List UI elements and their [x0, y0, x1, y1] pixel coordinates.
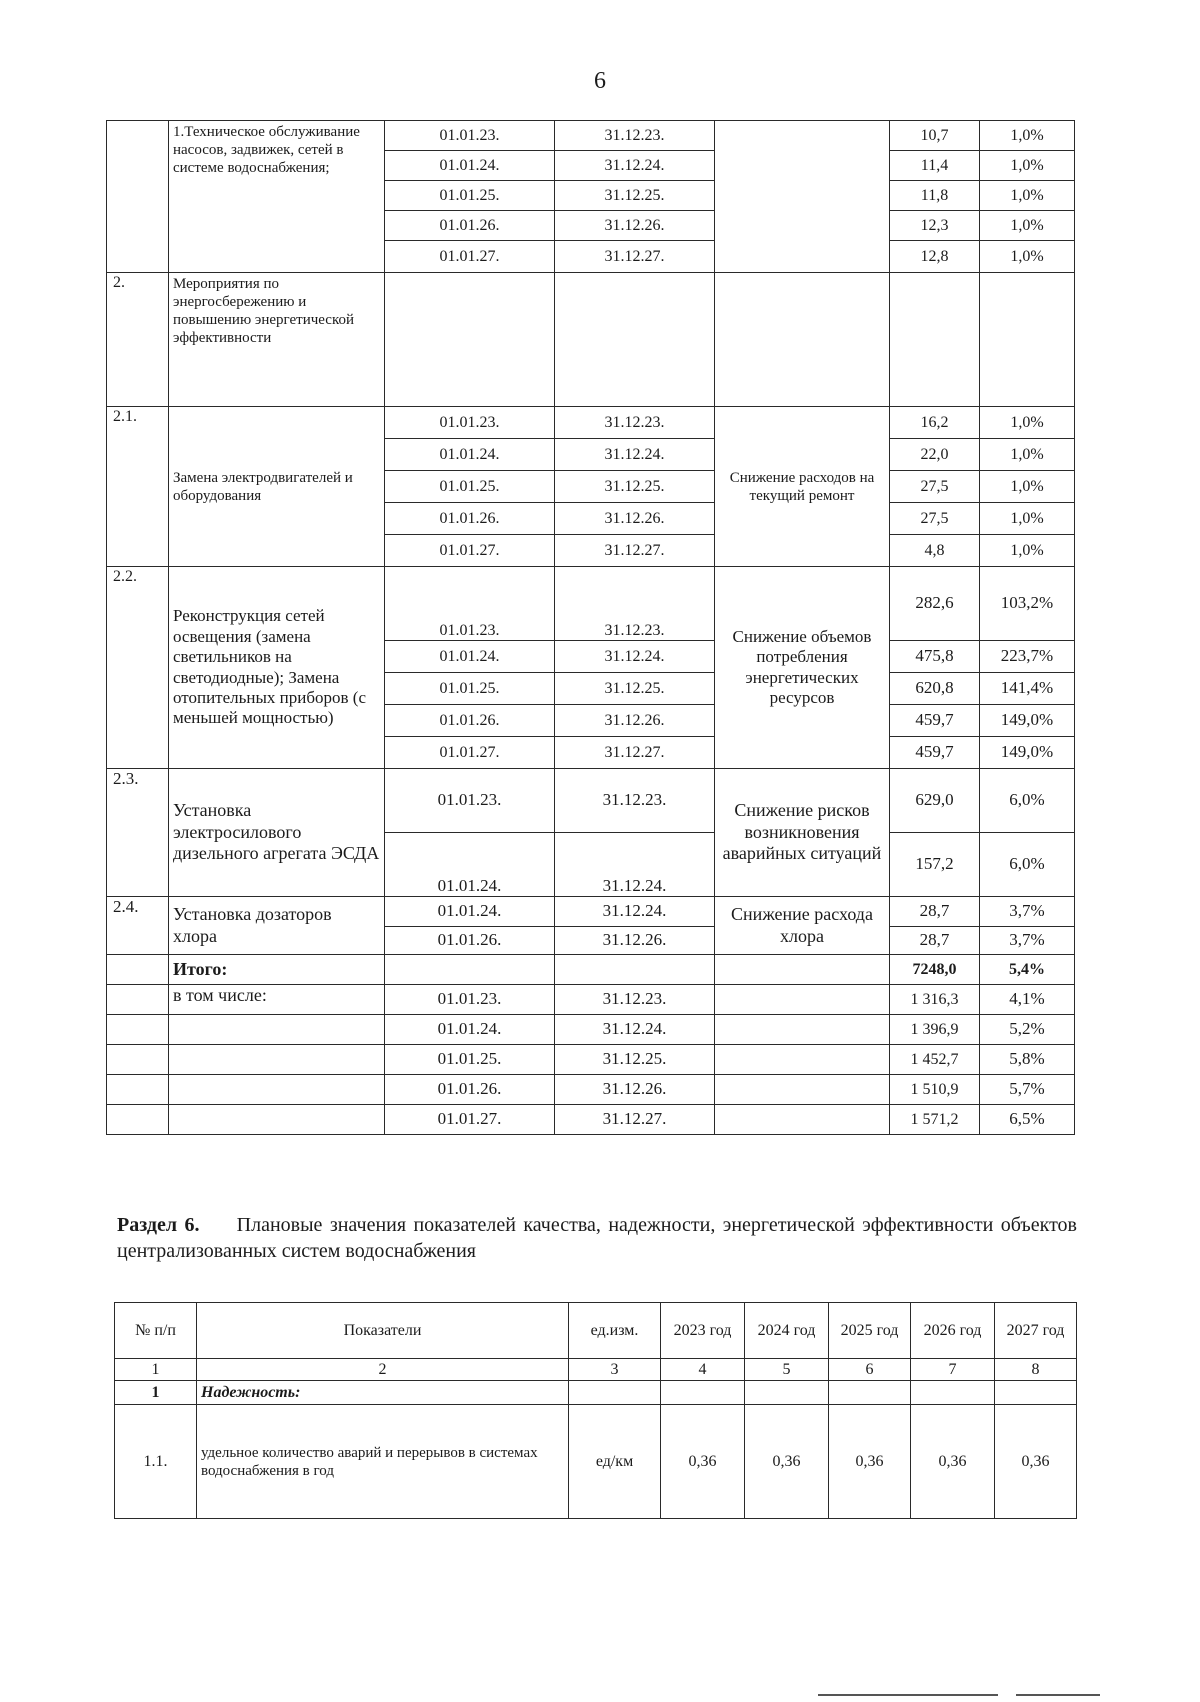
percent-value: 6,0%: [980, 769, 1075, 833]
percent-value: 3,7%: [980, 897, 1075, 927]
percent-value: 5,2%: [980, 1015, 1075, 1045]
end-date: 31.12.24.: [555, 897, 715, 927]
percent-value: 3,7%: [980, 927, 1075, 955]
table-row: [107, 121, 1075, 151]
cost-value: 12,3: [890, 211, 980, 241]
group-label: Надежность:: [197, 1381, 569, 1405]
end-date: 31.12.27.: [555, 737, 715, 769]
row-number: [107, 121, 169, 273]
end-date: 31.12.23.: [555, 407, 715, 439]
header-year: 2025 год: [829, 1303, 911, 1359]
cost-value: 629,0: [890, 769, 980, 833]
table-row: [107, 567, 1075, 641]
total-percent: 5,4%: [980, 955, 1075, 985]
end-date: 31.12.26.: [555, 503, 715, 535]
end-date: 31.12.24.: [555, 1015, 715, 1045]
table-row: [107, 273, 1075, 407]
start-date: 01.01.23.: [385, 985, 555, 1015]
end-date: 31.12.26.: [555, 705, 715, 737]
cost-value: 16,2: [890, 407, 980, 439]
start-date: 01.01.24.: [385, 641, 555, 673]
cost-value: 459,7: [890, 737, 980, 769]
table-row: [107, 1045, 1075, 1075]
cost-value: 28,7: [890, 927, 980, 955]
start-date: 01.01.26.: [385, 211, 555, 241]
cost-value: 27,5: [890, 471, 980, 503]
end-date: 31.12.26.: [555, 211, 715, 241]
percent-value: 149,0%: [980, 705, 1075, 737]
start-date: 01.01.24.: [385, 151, 555, 181]
cost-value: 11,4: [890, 151, 980, 181]
indicators-table: [114, 1302, 1077, 1519]
cost-value: 12,8: [890, 241, 980, 273]
start-date: 01.01.26.: [385, 705, 555, 737]
measure-name: Реконструкция сетей освещения (замена светильников на светодиодные); Замена отопительных приборов (с меньшей мощностью): [169, 567, 385, 769]
row-number: 2.: [107, 273, 169, 407]
header-row: [115, 1303, 1077, 1359]
expected-result: Снижение расходов на текущий ремонт: [715, 407, 890, 567]
cost-value: 28,7: [890, 897, 980, 927]
end-date: 31.12.24.: [555, 439, 715, 471]
start-date: 01.01.24.: [385, 833, 555, 897]
end-date: 31.12.27.: [555, 241, 715, 273]
end-date: 31.12.27.: [555, 535, 715, 567]
column-number: 8: [995, 1359, 1077, 1381]
percent-value: 1,0%: [980, 407, 1075, 439]
indicator-value: 0,36: [911, 1405, 995, 1519]
percent-value: 5,8%: [980, 1045, 1075, 1075]
end-date: 31.12.25.: [555, 1045, 715, 1075]
column-number: 3: [569, 1359, 661, 1381]
end-date: 31.12.24.: [555, 151, 715, 181]
start-date: 01.01.23.: [385, 567, 555, 641]
measure-name: 1.Техническое обслуживание насосов, задвижек, сетей в системе водоснабжения;: [169, 121, 385, 273]
group-row: [115, 1381, 1077, 1405]
header-year: 2023 год: [661, 1303, 745, 1359]
row-number: 2.4.: [107, 897, 169, 955]
table-row: [107, 407, 1075, 439]
end-date: 31.12.23.: [555, 567, 715, 641]
percent-value: 1,0%: [980, 535, 1075, 567]
start-date: 01.01.25.: [385, 1045, 555, 1075]
footer-rule: [818, 1694, 998, 1696]
cost-value: 1 316,3: [890, 985, 980, 1015]
expected-result: Снижение объемов потребления энергетических ресурсов: [715, 567, 890, 769]
start-date: 01.01.23.: [385, 121, 555, 151]
start-date: 01.01.24.: [385, 1015, 555, 1045]
total-row: [107, 955, 1075, 985]
start-date: 01.01.25.: [385, 673, 555, 705]
total-value: 7248,0: [890, 955, 980, 985]
end-date: 31.12.24.: [555, 641, 715, 673]
indicator-value: 0,36: [995, 1405, 1077, 1519]
column-number: 4: [661, 1359, 745, 1381]
expected-result: [715, 121, 890, 273]
section-heading: [117, 1212, 1077, 1264]
percent-value: 1,0%: [980, 241, 1075, 273]
row-number: 2.3.: [107, 769, 169, 897]
end-date: 31.12.23.: [555, 121, 715, 151]
cost-value: 157,2: [890, 833, 980, 897]
header-year: 2024 год: [745, 1303, 829, 1359]
table-row: [107, 1075, 1075, 1105]
percent-value: 1,0%: [980, 151, 1075, 181]
cost-value: 282,6: [890, 567, 980, 641]
indicator-number: 1.1.: [115, 1405, 197, 1519]
cost-value: 27,5: [890, 503, 980, 535]
end-date: 31.12.24.: [555, 833, 715, 897]
cost-value: 620,8: [890, 673, 980, 705]
start-date: 01.01.24.: [385, 897, 555, 927]
end-date: 31.12.25.: [555, 471, 715, 503]
row-number: 2.1.: [107, 407, 169, 567]
indicator-value: 0,36: [661, 1405, 745, 1519]
percent-value: 141,4%: [980, 673, 1075, 705]
row-number: 2.2.: [107, 567, 169, 769]
indicator-name: удельное количество аварий и перерывов в системах водоснабжения в год: [197, 1405, 569, 1519]
percent-value: 6,0%: [980, 833, 1075, 897]
percent-value: 6,5%: [980, 1105, 1075, 1135]
expected-result: Снижение расхода хлора: [715, 897, 890, 955]
start-date: 01.01.27.: [385, 737, 555, 769]
table-row: [107, 1015, 1075, 1045]
percent-value: 5,7%: [980, 1075, 1075, 1105]
column-number: 7: [911, 1359, 995, 1381]
including-label: в том числе:: [169, 985, 385, 1015]
percent-value: 1,0%: [980, 181, 1075, 211]
header-indicator: Показатели: [197, 1303, 569, 1359]
section-label: Раздел 6.: [117, 1214, 200, 1236]
cost-value: 459,7: [890, 705, 980, 737]
percent-value: 103,2%: [980, 567, 1075, 641]
indicator-value: 0,36: [829, 1405, 911, 1519]
column-number: 2: [197, 1359, 569, 1381]
start-date: 01.01.27.: [385, 241, 555, 273]
start-date: 01.01.27.: [385, 1105, 555, 1135]
cost-value: 4,8: [890, 535, 980, 567]
end-date: 31.12.26.: [555, 1075, 715, 1105]
percent-value: 1,0%: [980, 471, 1075, 503]
indicator-unit: ед/км: [569, 1405, 661, 1519]
header-number: № п/п: [115, 1303, 197, 1359]
cost-value: 1 452,7: [890, 1045, 980, 1075]
group-number: 1: [115, 1381, 197, 1405]
cost-value: 11,8: [890, 181, 980, 211]
start-date: 01.01.25.: [385, 471, 555, 503]
cost-value: 1 571,2: [890, 1105, 980, 1135]
start-date: 01.01.27.: [385, 535, 555, 567]
total-label: Итого:: [169, 955, 385, 985]
start-date: 01.01.26.: [385, 927, 555, 955]
end-date: 31.12.27.: [555, 1105, 715, 1135]
table-row: [107, 769, 1075, 833]
percent-value: 1,0%: [980, 121, 1075, 151]
percent-value: 149,0%: [980, 737, 1075, 769]
cost-value: 1 510,9: [890, 1075, 980, 1105]
cost-value: 1 396,9: [890, 1015, 980, 1045]
footer-rule: [1016, 1694, 1100, 1696]
header-year: 2027 год: [995, 1303, 1077, 1359]
header-year: 2026 год: [911, 1303, 995, 1359]
table-row: [107, 897, 1075, 927]
end-date: 31.12.26.: [555, 927, 715, 955]
percent-value: 223,7%: [980, 641, 1075, 673]
table-row: [115, 1405, 1077, 1519]
plan-table: [106, 120, 1075, 1135]
measure-name: Замена электродвигателей и оборудования: [169, 407, 385, 567]
percent-value: 1,0%: [980, 503, 1075, 535]
start-date: 01.01.26.: [385, 1075, 555, 1105]
table-row: [107, 1105, 1075, 1135]
header-unit: ед.изм.: [569, 1303, 661, 1359]
column-number: 5: [745, 1359, 829, 1381]
measure-name: Мероприятия по энергосбережению и повышению энергетической эффективности: [169, 273, 385, 407]
column-number-row: [115, 1359, 1077, 1381]
cost-value: 475,8: [890, 641, 980, 673]
measure-name: Установка дозаторов хлора: [169, 897, 385, 955]
measure-name: Установка электросилового дизельного агрегата ЭСДА: [169, 769, 385, 897]
end-date: 31.12.23.: [555, 985, 715, 1015]
start-date: 01.01.24.: [385, 439, 555, 471]
start-date: 01.01.23.: [385, 407, 555, 439]
start-date: 01.01.26.: [385, 503, 555, 535]
start-date: 01.01.23.: [385, 769, 555, 833]
indicator-value: 0,36: [745, 1405, 829, 1519]
expected-result: Снижение рисков возникновения аварийных ситуаций: [715, 769, 890, 897]
start-date: 01.01.25.: [385, 181, 555, 211]
column-number: 1: [115, 1359, 197, 1381]
percent-value: 4,1%: [980, 985, 1075, 1015]
end-date: 31.12.25.: [555, 673, 715, 705]
percent-value: 1,0%: [980, 211, 1075, 241]
page-number: 6: [594, 68, 606, 94]
column-number: 6: [829, 1359, 911, 1381]
percent-value: 1,0%: [980, 439, 1075, 471]
table-row: [107, 985, 1075, 1015]
end-date: 31.12.25.: [555, 181, 715, 211]
section-title-text: Плановые значения показателей качества, надежности, энергетической эффективности объектов централизованных систем водоснабжения: [117, 1214, 1077, 1262]
end-date: 31.12.23.: [555, 769, 715, 833]
cost-value: 10,7: [890, 121, 980, 151]
cost-value: 22,0: [890, 439, 980, 471]
